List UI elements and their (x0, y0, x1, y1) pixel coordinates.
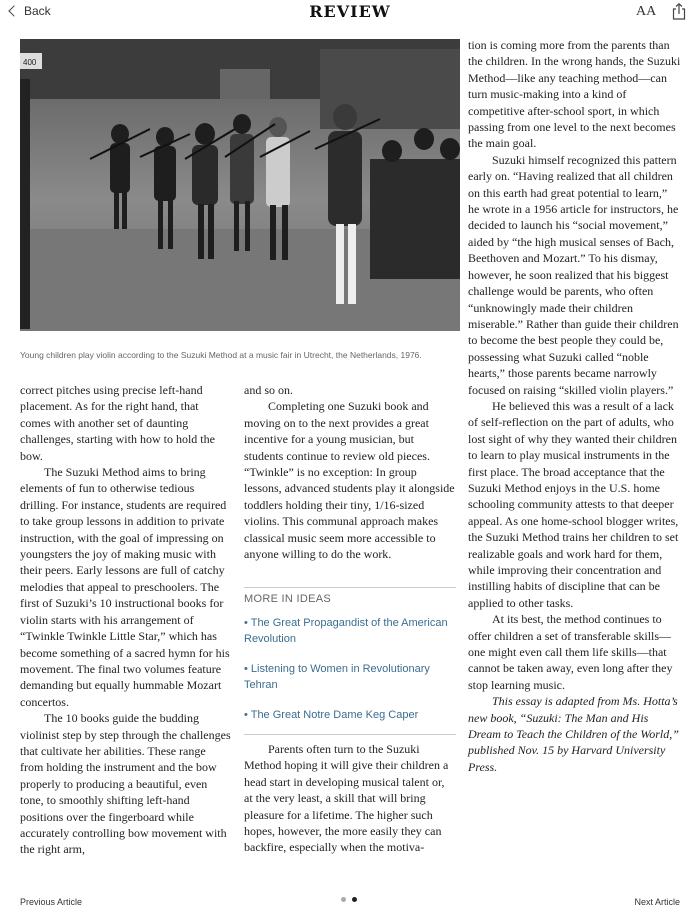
article-photo (20, 39, 460, 331)
related-link-label: The Great Propagandist of the American Revolution (244, 617, 448, 645)
author-note (468, 693, 681, 775)
share-icon[interactable] (672, 3, 686, 20)
previous-article-link[interactable]: Previous Article (20, 897, 83, 907)
paragraph: Suzuki himself recognized this pattern early on. “Having realized that all children on this earth had great potential to learn,” he wrote in a 1956 article for instructors, he decided to launch his “social movement,” aided by “the high musical senses of Bach, Beethoven and Mozart.” To his dismay, however, he soon realized that his biggest challenge would be parents, who often “unknowingly made their children miserable.” Rather than guide their children to become the best people they could be, possessing what Suzuki called “noble hearts,” those parents became narrowly focused on raising “skilled violin players.” (468, 152, 679, 397)
paragraph: The 10 books guide the budding violinist step by step through the challenges that cultivate her abilities. These range from holding the instrument and the bow properly to producing a beautiful, even tone, to smoothly shifting left-hand positions over the fingerboard while accurately controlling bow movement with the right arm, (20, 711, 231, 857)
page-dot-active[interactable] (352, 897, 357, 902)
related-link[interactable] (244, 615, 456, 647)
article-column-3 (468, 37, 681, 775)
top-bar (0, 0, 700, 26)
author-note-text: This essay is adapted from Ms. Hotta’s new book, “Suzuki: The Man and His Dream to Teach the Children of the World,” published Nov. 15 by Harvard University Press. (468, 694, 679, 774)
paragraph: At its best, the method continues to offer children a set of transferable skills—one might even call them life skills—that cannot be taken away, even long after they stop learning music. (468, 612, 673, 692)
photo-caption: Young children play violin according to the Suzuki Method at a music fair in Utrecht, the Netherlands, 1976. (20, 350, 422, 360)
paragraph: The Suzuki Method aims to bring elements of fun to otherwise tedious drilling. For instance, students are required to take group lessons in addition to private instruction, with the goal of impressing on youngsters the joy of making music with their peers. Early lessons are full of catchy melodies that appeal to preschoolers. The first of Suzuki’s 10 instructional books for violin starts with his arrangement of “Twinkle Twinkle Little Star,” which has become something of a sacred hymn for his movement. The final two volumes feature demanding but equally hummable Mozart concertos. (20, 465, 230, 709)
more-in-ideas (244, 587, 456, 735)
page-indicator (341, 897, 357, 902)
bullet-icon: • (244, 663, 248, 675)
font-size-button[interactable]: AA (636, 4, 657, 19)
paragraph: Parents often turn to the Suzuki Method hoping it will give their children a head start in developing musical talent or, at the very least, a skill that will bring pleasure for a lifetime. The higher such hopes, however, the more easily they can backfire, especially when the motiva- (244, 742, 449, 855)
next-article-link[interactable]: Next Article (634, 897, 680, 907)
related-link-label: The Great Notre Dame Keg Caper (250, 709, 419, 721)
related-link[interactable] (244, 661, 456, 693)
paragraph: tion is coming more from the parents than the children. In the wrong hands, the Suzuki Method—like any teaching method—can turn music-making into a kind of competitive after-school sport, in which passing from one level to the next becomes the main goal. (468, 38, 681, 151)
paragraph: He believed this was a result of a lack of self-reflection on the part of adults, who lost sight of why they wanted their children to learn to play musical instruments in the first place. The broad acceptance that the Suzuki Method enjoys in the U.S. home schooling community attests to that deeper appeal. As one home-school blogger writes, the Suzuki Method trains her children to set realizable goals and work hard for them, while improving their concentration and instilling habits of discipline that can be applied to other tasks. (468, 398, 679, 610)
related-link-label: Listening to Women in Revolutionary Tehran (244, 663, 430, 691)
article-column-2-continued (244, 741, 456, 856)
paragraph: and so on. (244, 383, 293, 397)
more-in-heading: MORE IN IDEAS (244, 593, 332, 605)
back-label: Back (24, 4, 51, 18)
page-dot[interactable] (341, 897, 346, 902)
section-title: REVIEW (309, 2, 391, 21)
bullet-icon: • (244, 709, 248, 721)
article-column-2 (244, 382, 456, 562)
paragraph: correct pitches using precise left-hand placement. As for the right hand, that comes with another set of daunting challenges, starting with how to hold the bow. (20, 383, 215, 463)
related-link[interactable] (244, 707, 456, 723)
photo-sign: 400 (23, 58, 37, 67)
article-column-1 (20, 382, 232, 858)
paragraph: Completing one Suzuki book and moving on to the next provides a great incentive for a young musician, but students continue to review old pieces. “Twinkle” is no exception: In group lessons, advanced students play it alongside toddlers holding their tiny, 1/16-sized violins. This communal approach makes classical music seem more accessible to anyone willing to do the work. (244, 399, 455, 562)
bullet-icon: • (244, 617, 248, 629)
